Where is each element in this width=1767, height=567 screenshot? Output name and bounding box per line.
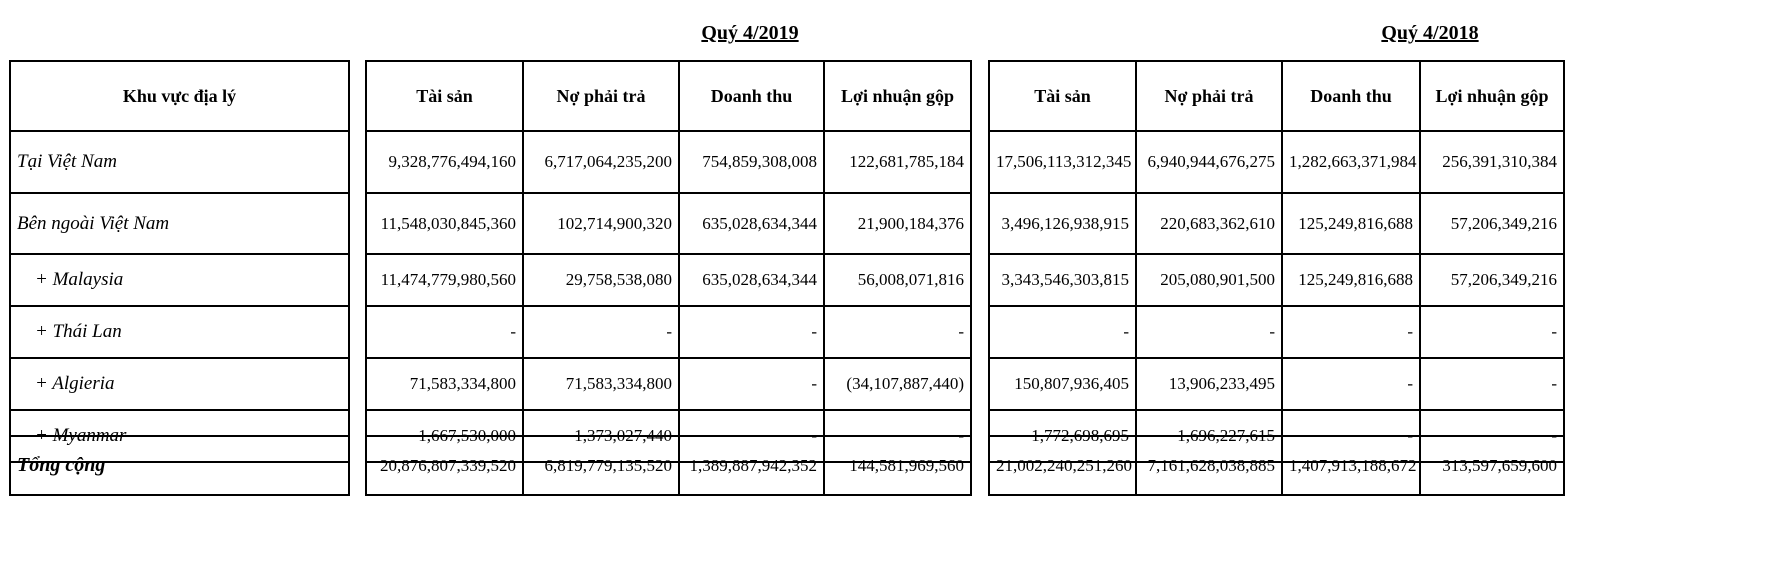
- col-header-assets: Tài sản: [989, 61, 1136, 131]
- cell-value: -: [824, 410, 971, 462]
- region-label: + Algieria: [10, 358, 349, 410]
- cell-value: (34,107,887,440): [824, 358, 971, 410]
- region-label: Tại Việt Nam: [10, 131, 349, 193]
- cell-value: 1,772,698,695: [989, 410, 1136, 462]
- cell-value: 1,373,027,440: [523, 410, 679, 462]
- col-header-gross-profit: Lợi nhuận gộp: [824, 61, 971, 131]
- cell-value: 1,282,663,371,984: [1282, 131, 1420, 193]
- region-label: + Malaysia: [10, 254, 349, 306]
- cell-value: 102,714,900,320: [523, 193, 679, 254]
- q4-2018-table: [988, 60, 1565, 463]
- q4-2018-total-table: [988, 435, 1565, 496]
- col-header-assets: Tài sản: [366, 61, 523, 131]
- cell-value: -: [679, 410, 824, 462]
- cell-value: -: [824, 306, 971, 358]
- total-value: 1,389,887,942,352: [679, 436, 824, 495]
- cell-value: 11,548,030,845,360: [366, 193, 523, 254]
- header-row: [366, 61, 971, 131]
- cell-value: -: [1420, 306, 1564, 358]
- region-label: + Myanmar: [10, 410, 349, 462]
- table-row: [989, 306, 1564, 358]
- cell-value: -: [1136, 306, 1282, 358]
- cell-value: 6,717,064,235,200: [523, 131, 679, 193]
- cell-value: 635,028,634,344: [679, 193, 824, 254]
- cell-value: 21,900,184,376: [824, 193, 971, 254]
- table-row: [366, 254, 971, 306]
- cell-value: 29,758,538,080: [523, 254, 679, 306]
- cell-value: 150,807,936,405: [989, 358, 1136, 410]
- table-row: [366, 193, 971, 254]
- table-row: [366, 358, 971, 410]
- q4-2019-total-table: [365, 435, 972, 496]
- header-row: [10, 61, 349, 131]
- cell-value: -: [679, 306, 824, 358]
- table-row: [989, 254, 1564, 306]
- cell-value: 17,506,113,312,345: [989, 131, 1136, 193]
- cell-value: 125,249,816,688: [1282, 254, 1420, 306]
- cell-value: -: [366, 306, 523, 358]
- cell-value: 13,906,233,495: [1136, 358, 1282, 410]
- cell-value: 11,474,779,980,560: [366, 254, 523, 306]
- q4-2019-table: [365, 60, 972, 463]
- total-row: [10, 436, 349, 495]
- col-header-gross-profit: Lợi nhuận gộp: [1420, 61, 1564, 131]
- cell-value: 6,940,944,676,275: [1136, 131, 1282, 193]
- period-title-q4-2018: Quý 4/2018: [1381, 22, 1479, 44]
- col-header-revenue: Doanh thu: [1282, 61, 1420, 131]
- table-row: [989, 358, 1564, 410]
- cell-value: 1,696,227,615: [1136, 410, 1282, 462]
- cell-value: 71,583,334,800: [523, 358, 679, 410]
- cell-value: 57,206,349,216: [1420, 254, 1564, 306]
- cell-value: 256,391,310,384: [1420, 131, 1564, 193]
- cell-value: 57,206,349,216: [1420, 193, 1564, 254]
- region-label: Bên ngoài Việt Nam: [10, 193, 349, 254]
- col-header-liabilities: Nợ phải trả: [523, 61, 679, 131]
- table-row: [10, 358, 349, 410]
- cell-value: 1,667,530,000: [366, 410, 523, 462]
- region-header: Khu vực địa lý: [10, 61, 349, 131]
- total-label: Tổng cộng: [10, 436, 349, 495]
- cell-value: -: [1282, 410, 1420, 462]
- region-label: + Thái Lan: [10, 306, 349, 358]
- cell-value: -: [523, 306, 679, 358]
- cell-value: -: [989, 306, 1136, 358]
- cell-value: 220,683,362,610: [1136, 193, 1282, 254]
- cell-value: 125,249,816,688: [1282, 193, 1420, 254]
- table-row: [10, 306, 349, 358]
- col-header-liabilities: Nợ phải trả: [1136, 61, 1282, 131]
- table-row: [366, 131, 971, 193]
- total-row: [989, 436, 1564, 495]
- cell-value: 3,496,126,938,915: [989, 193, 1136, 254]
- cell-value: 754,859,308,008: [679, 131, 824, 193]
- cell-value: -: [679, 358, 824, 410]
- table-row: [989, 193, 1564, 254]
- table-row: [366, 306, 971, 358]
- table-row: [10, 131, 349, 193]
- region-table: [9, 60, 350, 463]
- region-total-table: [9, 435, 350, 496]
- cell-value: -: [1282, 358, 1420, 410]
- cell-value: -: [1420, 358, 1564, 410]
- cell-value: 205,080,901,500: [1136, 254, 1282, 306]
- total-value: 1,407,913,188,672: [1282, 436, 1420, 495]
- table-row: [10, 193, 349, 254]
- cell-value: -: [1282, 306, 1420, 358]
- table-row: [10, 254, 349, 306]
- total-value: 6,819,779,135,520: [523, 436, 679, 495]
- total-value: 313,597,659,600: [1420, 436, 1564, 495]
- cell-value: -: [1420, 410, 1564, 462]
- cell-value: 3,343,546,303,815: [989, 254, 1136, 306]
- cell-value: 9,328,776,494,160: [366, 131, 523, 193]
- total-value: 20,876,807,339,520: [366, 436, 523, 495]
- total-value: 7,161,628,038,885: [1136, 436, 1282, 495]
- cell-value: 122,681,785,184: [824, 131, 971, 193]
- cell-value: 71,583,334,800: [366, 358, 523, 410]
- period-title-q4-2019: Quý 4/2019: [701, 22, 799, 44]
- cell-value: 635,028,634,344: [679, 254, 824, 306]
- cell-value: 56,008,071,816: [824, 254, 971, 306]
- total-row: [366, 436, 971, 495]
- header-row: [989, 61, 1564, 131]
- total-value: 21,002,240,251,260: [989, 436, 1136, 495]
- total-value: 144,581,969,560: [824, 436, 971, 495]
- col-header-revenue: Doanh thu: [679, 61, 824, 131]
- table-row: [989, 131, 1564, 193]
